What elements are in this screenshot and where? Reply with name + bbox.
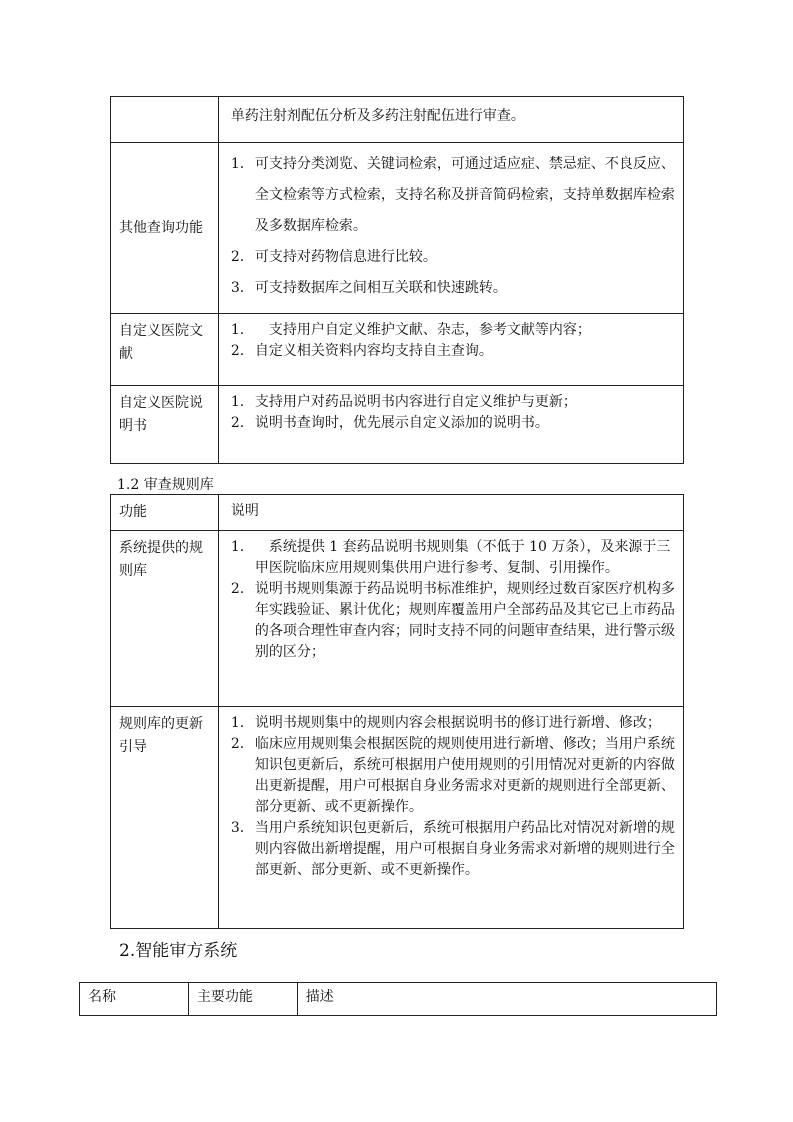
table-header-row: [111, 495, 684, 531]
table-row: [111, 531, 684, 707]
row-label: 规则库的更新引导: [111, 707, 219, 929]
table-row: [111, 386, 684, 464]
list-item: 3. 当用户系统知识包更新后，系统可根据用户药品比对情况对新增的规则内容做出新增提醒，用户可根据自身业务需求对新增的规则进行全部更新、部分更新、或不更新操作。: [230, 820, 675, 878]
review-rules-table: [110, 494, 684, 929]
table-row: [111, 97, 684, 143]
row-label: 系统提供的规则库: [111, 531, 219, 707]
section-heading: 2.智能审方系统: [119, 941, 238, 961]
table-row: [111, 143, 684, 314]
section-heading: 1.2 审查规则库: [117, 477, 214, 493]
column-header: 主要功能: [188, 983, 297, 1016]
feature-list: [231, 149, 675, 304]
table-row: [111, 314, 684, 386]
list-item: 1. 支持用户自定义维护文献、杂志，参考文献等内容；: [230, 322, 591, 338]
list-item: 2. 自定义相关资料内容均支持自主查询。: [230, 343, 493, 359]
column-header: 名称: [80, 983, 189, 1016]
list-item: 2. 说明书查询时，优先展示自定义添加的说明书。: [230, 415, 549, 431]
column-header: 功能: [111, 495, 219, 531]
query-features-table: [110, 96, 684, 464]
row-label: 自定义医院说明书: [111, 386, 219, 464]
table-header-row: [80, 983, 717, 1016]
feature-list: [231, 320, 675, 362]
list-item: 1. 系统提供 1 套药品说明书规则集（不低于 10 万条），及来源于三甲医院临床应用规则集供用户进行参考、复制、引用操作。: [230, 539, 671, 576]
list-item: 3. 可支持数据库之间相互关联和快速跳转。: [230, 280, 507, 296]
table-row: [111, 707, 684, 929]
column-header: 描述: [297, 983, 716, 1016]
column-header: 说明: [218, 495, 683, 531]
row-description: 单药注射剂配伍分析及多药注射配伍进行审查。: [218, 97, 683, 143]
list-item: 2. 临床应用规则集会根据医院的规则使用进行新增、修改；当用户系统知识包更新后，系统可根据用户使用规则的引用情况对更新的内容做出更新提醒，用户可根据自身业务需求对更新的规则进行全部更新、部分更新、或不更新操作。: [230, 736, 675, 815]
row-label: [111, 97, 219, 143]
row-label: 其他查询功能: [111, 143, 219, 314]
row-label: 自定义医院文献: [111, 314, 219, 386]
list-item: 2. 可支持对药物信息进行比较。: [230, 249, 437, 265]
list-item: 1. 支持用户对药品说明书内容进行自定义维护与更新；: [230, 394, 577, 410]
feature-list: [231, 392, 675, 434]
feature-list: [231, 537, 675, 663]
smart-review-table: [79, 982, 717, 1016]
feature-list: [231, 713, 675, 881]
list-item: 1. 可支持分类浏览、关键词检索，可通过适应症、禁忌症、不良反应、全文检索等方式检索，支持名称及拼音简码检索，支持单数据库检索及多数据库检索。: [230, 156, 675, 234]
list-item: 1. 说明书规则集中的规则内容会根据说明书的修订进行新增、修改；: [230, 715, 661, 731]
list-item: 2. 说明书规则集源于药品说明书标准维护，规则经过数百家医疗机构多年实践验证、累计优化；规则库覆盖用户全部药品及其它已上市药品的各项合理性审查内容；同时支持不同的问题审查结果，进行警示级别的区分；: [230, 581, 675, 660]
